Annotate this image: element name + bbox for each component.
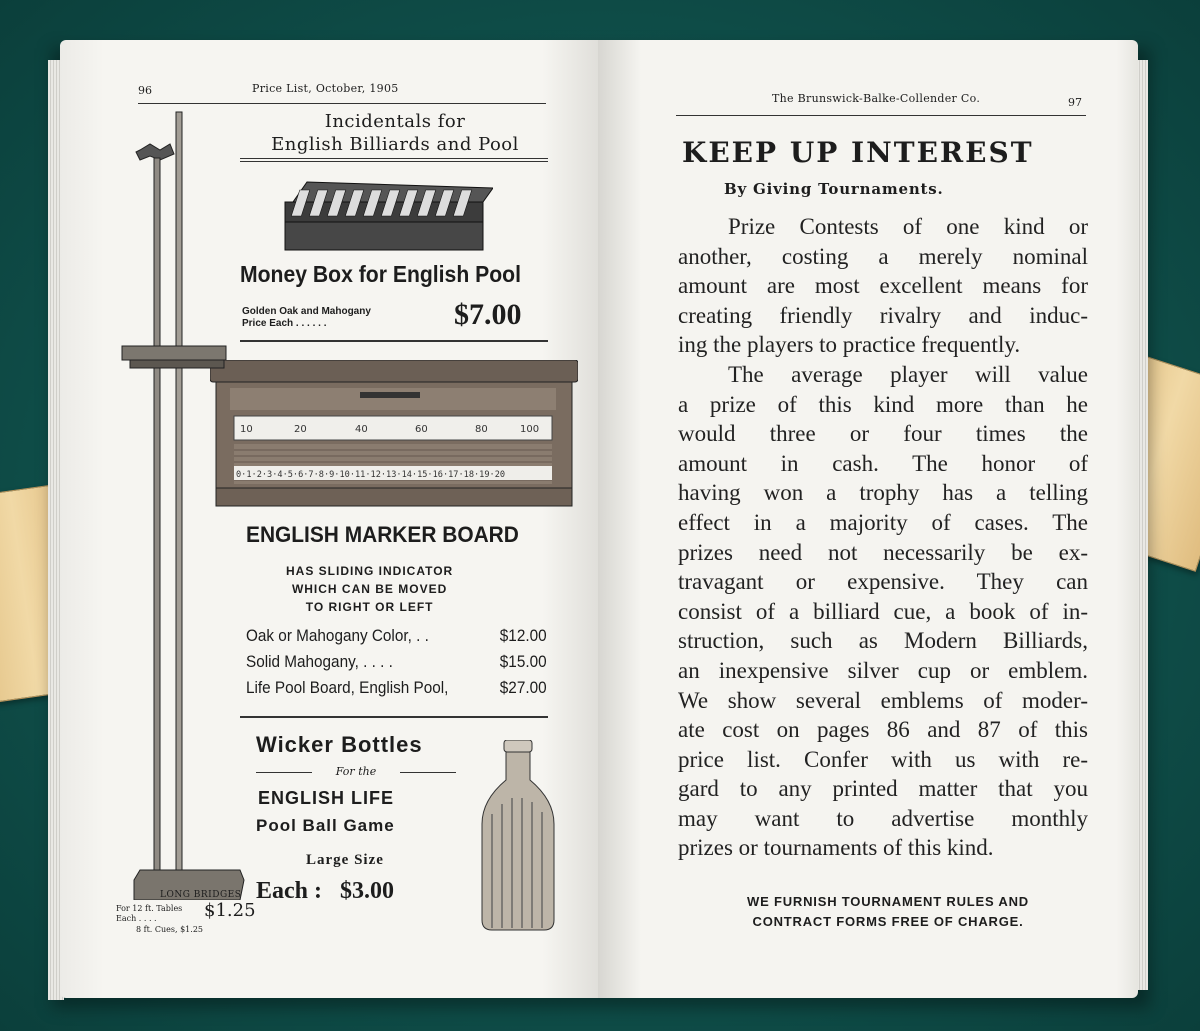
divider [240, 158, 548, 159]
marker-desc-line3: TO RIGHT OR LEFT [305, 600, 434, 614]
wicker-size: Large Size [306, 852, 384, 868]
long-bridges-price: $1.25 [204, 900, 256, 921]
price-row-label: Oak or Mahogany Color, . . [246, 626, 429, 645]
long-bridges-label: LONG BRIDGES [160, 890, 242, 900]
wicker-bottle-illustration [478, 740, 558, 932]
left-page [60, 40, 608, 998]
left-page-number: 96 [138, 84, 152, 97]
footer-line2: CONTRACT FORMS FREE OF CHARGE. [752, 914, 1024, 929]
wicker-each-price [256, 878, 394, 905]
long-bridges-short-cues: 8 ft. Cues, $1.25 [136, 925, 203, 934]
body-line: prizes need not necessarily be ex- [678, 539, 1088, 565]
body-line: The average player will value [728, 361, 1088, 387]
body-line: price list. Confer with us with re- [678, 746, 1088, 772]
wicker-each-label: Each : [256, 878, 322, 904]
long-bridges-illustration [120, 110, 250, 900]
price-row-label: Solid Mahogany, . . . . [246, 652, 393, 671]
wicker-line2: Pool Ball Game [256, 816, 395, 835]
body-line: ing the players to practice frequently. [678, 332, 1021, 358]
body-line: amount in cash. The honor of [678, 450, 1088, 476]
body-line: effect in a majority of cases. The [678, 509, 1088, 535]
scale-top-label: 40 [355, 424, 368, 435]
section-title-line1: Incidentals for [324, 111, 466, 132]
section-title [240, 110, 550, 156]
page-subtitle: By Giving Tournaments. [724, 180, 944, 198]
money-box-price: $7.00 [454, 298, 522, 331]
body-line: a prize of this kind more than he [678, 391, 1088, 417]
divider [240, 716, 548, 718]
body-line: prizes or tournaments of this kind. [678, 835, 994, 861]
body-line: creating friendly rivalry and induc- [678, 302, 1088, 328]
wicker-line1: ENGLISH LIFE [258, 788, 395, 808]
body-line: We show several emblems of moder- [678, 687, 1088, 713]
money-box-illustration [283, 180, 493, 252]
scale-top-label: 80 [475, 424, 488, 435]
body-line: ate cost on pages 86 and 87 of this [678, 717, 1088, 743]
bridges-detail-line1: For 12 ft. Tables [116, 904, 183, 913]
marker-board-title: ENGLISH MARKER BOARD [246, 522, 519, 547]
money-box-description [242, 306, 371, 330]
money-box-desc-line1: Golden Oak and Mahogany [242, 306, 371, 317]
divider [240, 340, 548, 342]
scale-top-label: 10 [240, 424, 253, 435]
price-row-value: $15.00 [499, 652, 547, 671]
left-page-header [138, 74, 546, 104]
body-line: travagant or expensive. They can [678, 569, 1088, 595]
section-title-line2: English Billiards and Pool [271, 134, 519, 155]
left-running-head: Price List, October, 1905 [252, 82, 399, 95]
body-line: another, costing a merely nominal [678, 243, 1088, 269]
right-page-header [676, 84, 1086, 116]
marker-desc-line2: WHICH CAN BE MOVED [291, 582, 448, 596]
body-line: having won a trophy has a telling [678, 480, 1088, 506]
body-line: may want to advertise monthly [678, 805, 1088, 831]
wicker-bottles-title: Wicker Bottles [256, 732, 423, 757]
body-line: gard to any printed matter that you [678, 776, 1088, 802]
body-line: struction, such as Modern Billiards, [678, 628, 1088, 654]
money-box-desc-line2: Price Each . . . . . . [242, 318, 327, 329]
body-line: Prize Contests of one kind or [728, 214, 1088, 239]
right-running-head: The Brunswick-Balke-Collender Co. [772, 92, 981, 105]
scale-top-label: 100 [520, 424, 540, 435]
marker-board-illustration [210, 360, 578, 510]
body-line: consist of a billiard cue, a book of in- [678, 598, 1088, 624]
bridges-detail-line2: Each . . . . [116, 914, 157, 923]
footer-line1: WE FURNISH TOURNAMENT RULES AND [747, 894, 1029, 909]
price-row-value: $27.00 [499, 678, 547, 697]
money-box-title: Money Box for English Pool [240, 261, 521, 287]
wicker-price: $3.00 [340, 878, 394, 904]
body-line: would three or four times the [678, 421, 1088, 447]
divider [240, 161, 548, 162]
body-text [678, 212, 1088, 863]
right-page-number: 97 [1068, 96, 1082, 109]
right-page [598, 40, 1138, 998]
scale-top-label: 60 [415, 424, 428, 435]
body-line: an inexpensive silver cup or emblem. [678, 657, 1088, 683]
price-row-value: $12.00 [499, 626, 547, 645]
scale-bottom-label: 0·1·2·3·4·5·6·7·8·9·10·11·12·13·14·15·16·17·18·19·20 [236, 470, 506, 480]
page-title: KEEP UP INTEREST [682, 136, 1034, 169]
price-row-label: Life Pool Board, English Pool, [246, 678, 449, 697]
page-footer-note [718, 892, 1058, 932]
long-bridges-detail [116, 904, 182, 924]
marker-desc-line1: HAS SLIDING INDICATOR [286, 564, 454, 578]
marker-board-description [286, 562, 453, 616]
wicker-for-the: For the [256, 765, 456, 778]
body-line: amount are most excellent means for [678, 273, 1088, 299]
scale-top-label: 20 [294, 424, 307, 435]
